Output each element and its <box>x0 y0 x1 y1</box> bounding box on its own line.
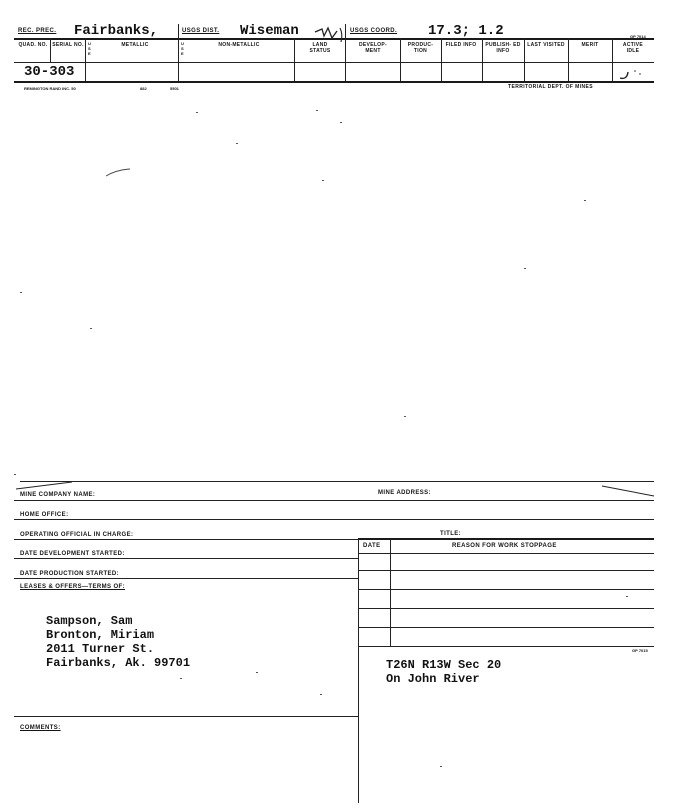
stoppage-row-1 <box>358 570 654 571</box>
usgs-dist-value: Wiseman <box>240 23 299 39</box>
owner-line-3: 2011 Turner St. <box>46 642 155 656</box>
leases-label: LEASES & OFFERS—TERMS OF: <box>20 584 126 590</box>
col-header-production: PRODUC- TION <box>407 42 434 54</box>
scan-speck <box>236 143 238 144</box>
col-header-metallic: METALLIC <box>121 42 149 48</box>
bottom-card-rule-top <box>20 481 654 482</box>
scan-speck <box>180 678 182 679</box>
form-number-top: GP 7014 <box>630 34 646 39</box>
scan-speck <box>404 416 406 417</box>
owner-block <box>46 614 190 670</box>
owner-line-2: Bronton, Miriam <box>46 628 155 642</box>
date-prod-started-label: DATE PRODUCTION STARTED: <box>20 571 120 577</box>
stoppage-row-2 <box>358 589 654 590</box>
location-block <box>386 658 501 686</box>
official-rule-left <box>14 539 358 540</box>
col-header-last-visited: LAST VISITED <box>527 42 565 48</box>
scan-speck <box>340 122 342 123</box>
scan-speck <box>626 596 628 597</box>
date-dev-rule <box>14 558 358 559</box>
scan-speck <box>256 672 258 673</box>
operating-official-label: OPERATING OFFICIAL IN CHARGE: <box>20 532 134 538</box>
top-row-divider-1 <box>178 24 179 38</box>
col-header-active-idle: ACTIVE IDLE <box>622 42 644 54</box>
location-line-1: T26N R13W Sec 20 <box>386 658 502 672</box>
card-footer-number-1: 882 <box>140 86 147 91</box>
stoppage-row-4 <box>358 627 654 628</box>
scan-speck <box>316 110 318 111</box>
date-prod-rule <box>14 578 358 579</box>
scan-speck <box>90 328 92 329</box>
ink-mark <box>312 24 346 46</box>
col-header-use-metallic: U S E <box>88 41 91 56</box>
col-divider-land <box>294 38 295 81</box>
home-office-label: HOME OFFICE: <box>20 512 69 518</box>
col-divider-active <box>612 38 613 81</box>
scan-speck <box>320 694 322 695</box>
stray-mark <box>104 168 134 178</box>
stoppage-row-3 <box>358 608 654 609</box>
scan-speck <box>196 112 198 113</box>
col-divider-publish <box>482 38 483 81</box>
stoppage-left-border <box>358 539 359 647</box>
scan-speck <box>440 766 442 767</box>
owner-line-1: Sampson, Sam <box>46 614 133 628</box>
date-dev-started-label: DATE DEVELOPMENT STARTED: <box>20 551 125 557</box>
col-divider-nonmetal <box>178 38 179 81</box>
rec-prec-label: REC. PREC. <box>18 28 57 34</box>
scan-speck <box>14 474 16 475</box>
col-header-development: DEVELOP- MENT <box>359 42 387 54</box>
col-header-published-info: PUBLISH- ED INFO <box>485 42 521 54</box>
form-number-bottom: GP 7015 <box>632 648 648 653</box>
col-header-quad: QUAD. NO. <box>18 42 48 48</box>
col-divider-visited <box>524 38 525 81</box>
comments-rule <box>14 716 358 717</box>
stoppage-date-divider <box>390 539 391 647</box>
mine-address-label: MINE ADDRESS: <box>378 490 431 496</box>
rec-prec-value: Fairbanks, <box>74 23 159 39</box>
bottom-card-skew-line <box>600 484 656 498</box>
col-divider-filed <box>441 38 442 81</box>
stoppage-reason-header: REASON FOR WORK STOPPAGE <box>452 543 557 549</box>
card-footer-dept: TERRITORIAL DEPT. OF MINES <box>508 84 593 90</box>
top-card-rule-2 <box>14 62 654 63</box>
card-footer-number-2: 5501 <box>170 86 179 91</box>
owner-line-4: Fairbanks, Ak. 99701 <box>46 656 191 670</box>
col-header-land-status: LAND STATUS <box>309 42 331 54</box>
active-idle-mark <box>618 66 648 80</box>
top-card-rule-3 <box>14 81 654 83</box>
mine-company-name-label: MINE COMPANY NAME: <box>20 492 96 498</box>
col-header-non-metallic: NON-METALLIC <box>218 42 260 48</box>
scan-speck <box>322 180 324 181</box>
col-header-use-nonmetallic: U S E <box>181 41 184 56</box>
col-header-serial: SERIAL NO. <box>52 42 84 48</box>
bottom-card-skew-left <box>14 479 74 493</box>
comments-label: COMMENTS: <box>20 725 61 731</box>
stoppage-date-header: DATE <box>363 543 381 549</box>
usgs-coord-value: 17.3; 1.2 <box>428 23 504 39</box>
scan-speck <box>584 200 586 201</box>
col-divider-product <box>400 38 401 81</box>
quad-serial-value: 30-303 <box>24 64 75 80</box>
card-footer-maker: REMINGTON RAND INC. 50 <box>24 86 76 91</box>
bottom-card-rule-mine <box>14 500 654 501</box>
stoppage-header-rule <box>358 553 654 554</box>
scan-speck <box>20 292 22 293</box>
title-label: TITLE: <box>440 531 462 537</box>
col-divider-merit <box>568 38 569 81</box>
usgs-dist-label: USGS DIST. <box>182 28 220 34</box>
home-office-rule <box>14 519 654 520</box>
col-header-merit: MERIT <box>581 42 599 48</box>
location-line-2: On John River <box>386 672 480 686</box>
col-divider-quad <box>50 38 51 62</box>
col-header-filed-info: FILED INFO <box>445 42 477 48</box>
scan-speck <box>524 268 526 269</box>
official-rule-right <box>358 538 654 540</box>
col-divider-serial <box>85 38 86 81</box>
usgs-coord-label: USGS COORD. <box>350 28 398 34</box>
bottom-card-center-divider <box>358 647 359 803</box>
stoppage-row-5 <box>358 646 654 647</box>
